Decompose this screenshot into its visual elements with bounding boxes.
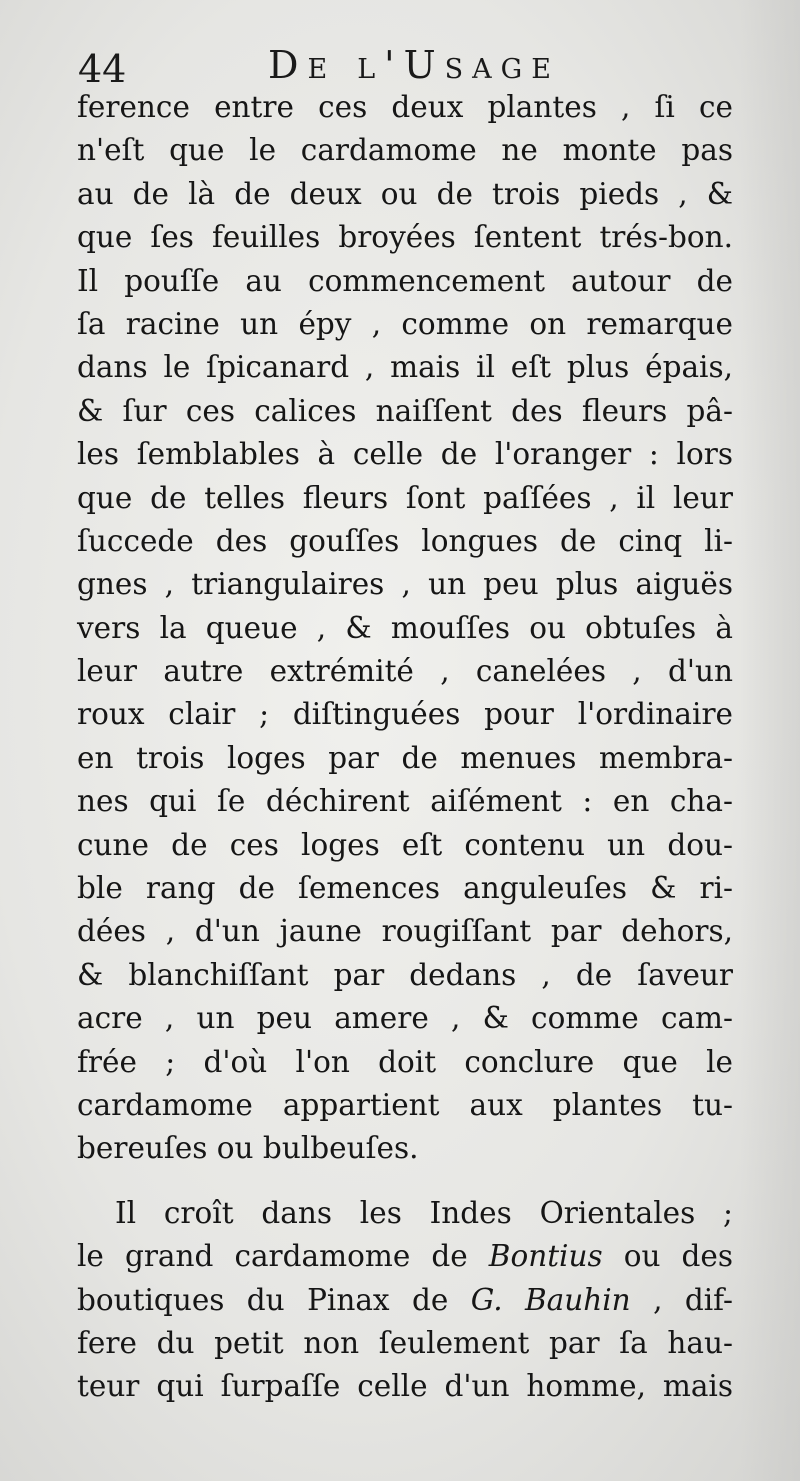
body-text [77, 86, 733, 1409]
text-line: leur autre extrémité , canelées , d'un [77, 654, 733, 689]
text-line: que de telles fleurs ſont paſſées , il leur [77, 480, 733, 515]
text-line: au de là de deux ou de trois pieds , & [77, 176, 733, 211]
text-line [77, 1235, 733, 1278]
text-line: ſuccede des gouſſes longues de cinq li- [77, 523, 733, 558]
text-line: nes qui ſe déchirent aiſément : en cha- [77, 784, 733, 819]
text-line: dées , d'un jaune rougiſſant par dehors, [77, 914, 733, 949]
text-line: ſa racine un épy , comme on remarque [77, 306, 733, 341]
text-line: acre , un peu amere , & comme cam- [77, 1001, 733, 1036]
text-line: en trois loges par de menues membra- [77, 740, 733, 775]
text-line: fere du petit non ſeulement par ſa hau- [77, 1325, 733, 1360]
text-line [77, 1279, 733, 1322]
text-line: Il pouſſe au commencement autour de [77, 263, 733, 298]
running-head: De l'Usage [268, 43, 560, 87]
paragraph-2 [77, 1192, 733, 1409]
text-segment: , dif- [653, 1282, 733, 1317]
text-line: frée ; d'où l'on doit conclure que le [77, 1044, 733, 1079]
author-name-italic: Bontius [488, 1239, 603, 1274]
facing-page-bleed [740, 0, 800, 1481]
author-name-italic: G. Bauhin [470, 1282, 631, 1317]
text-line: cardamome appartient aux plantes tu- [77, 1087, 733, 1122]
paragraph-1 [77, 86, 733, 1171]
text-line: roux clair ; diſtinguées pour l'ordinaire [77, 697, 733, 732]
text-line: bereuſes ou bulbeuſes. [77, 1131, 419, 1166]
text-line: Il croît dans les Indes Orientales ; [115, 1195, 733, 1230]
page-number: 44 [78, 47, 127, 91]
text-line: vers la queue , & mouſſes ou obtuſes à [77, 610, 733, 645]
text-line: ference entre ces deux plantes , ſi ce [77, 90, 733, 124]
text-line: ble rang de ſemences anguleuſes & ri- [77, 871, 733, 906]
text-line: les ſemblables à celle de l'oranger : lors [77, 437, 733, 472]
text-line: dans le ſpicanard , mais il eſt plus épais, [77, 350, 733, 385]
text-segment: le grand cardamome de [77, 1239, 468, 1274]
text-line: & ſur ces calices naiſſent des fleurs pâ- [77, 393, 733, 428]
text-line: gnes , triangulaires , un peu plus aiguës [77, 567, 733, 602]
text-line: cune de ces loges eſt contenu un dou- [77, 827, 733, 862]
text-segment: boutiques du Pinax de [77, 1282, 449, 1317]
text-line: que ſes feuilles broyées ſentent trés-bon. [77, 220, 733, 255]
text-line: & blanchiſſant par dedans , de ſaveur [77, 957, 733, 992]
text-segment: ou des [623, 1239, 733, 1274]
text-line: teur qui ſurpaſſe celle d'un homme, mais [77, 1369, 733, 1404]
text-line: n'eſt que le cardamome ne monte pas [77, 133, 733, 168]
